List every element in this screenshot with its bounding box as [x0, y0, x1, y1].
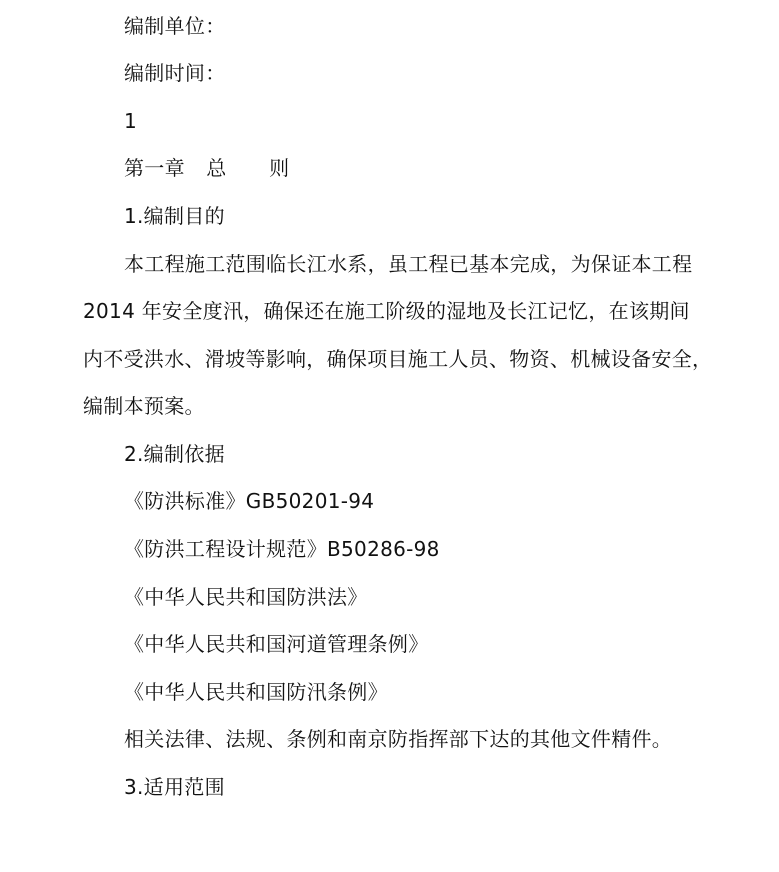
time-label: 编制时间：: [124, 61, 226, 85]
paragraph-line: 编制本预案。: [83, 394, 205, 418]
reference-item: 《中华人民共和国防汛条例》: [124, 680, 388, 704]
reference-item: 《中华人民共和国防洪法》: [124, 585, 368, 609]
paragraph-line: 内不受洪水、滑坡等影响，确保项目施工人员、物资、机械设备安全，: [83, 347, 713, 371]
paragraph-line: 本工程施工范围临长江水系，虽工程已基本完成，为保证本工程: [124, 252, 693, 276]
unit-label: 编制单位：: [124, 14, 226, 38]
chapter-title: 第一章 总 则: [124, 156, 290, 180]
reference-item: 相关法律、法规、条例和南京防指挥部下达的其他文件精件。: [124, 727, 673, 751]
section-heading-purpose: 1.编制目的: [124, 204, 225, 228]
reference-item: 《防洪工程设计规范》B50286-98: [124, 537, 440, 561]
section-heading-scope: 3.适用范围: [124, 775, 225, 799]
page-number: 1: [124, 109, 138, 133]
reference-item: 《中华人民共和国河道管理条例》: [124, 632, 429, 656]
section-heading-basis: 2.编制依据: [124, 442, 225, 466]
paragraph-line: 2014 年安全度汛，确保还在施工阶级的湿地及长江记忆，在该期间: [83, 299, 690, 323]
reference-item: 《防洪标准》GB50201-94: [124, 489, 375, 513]
